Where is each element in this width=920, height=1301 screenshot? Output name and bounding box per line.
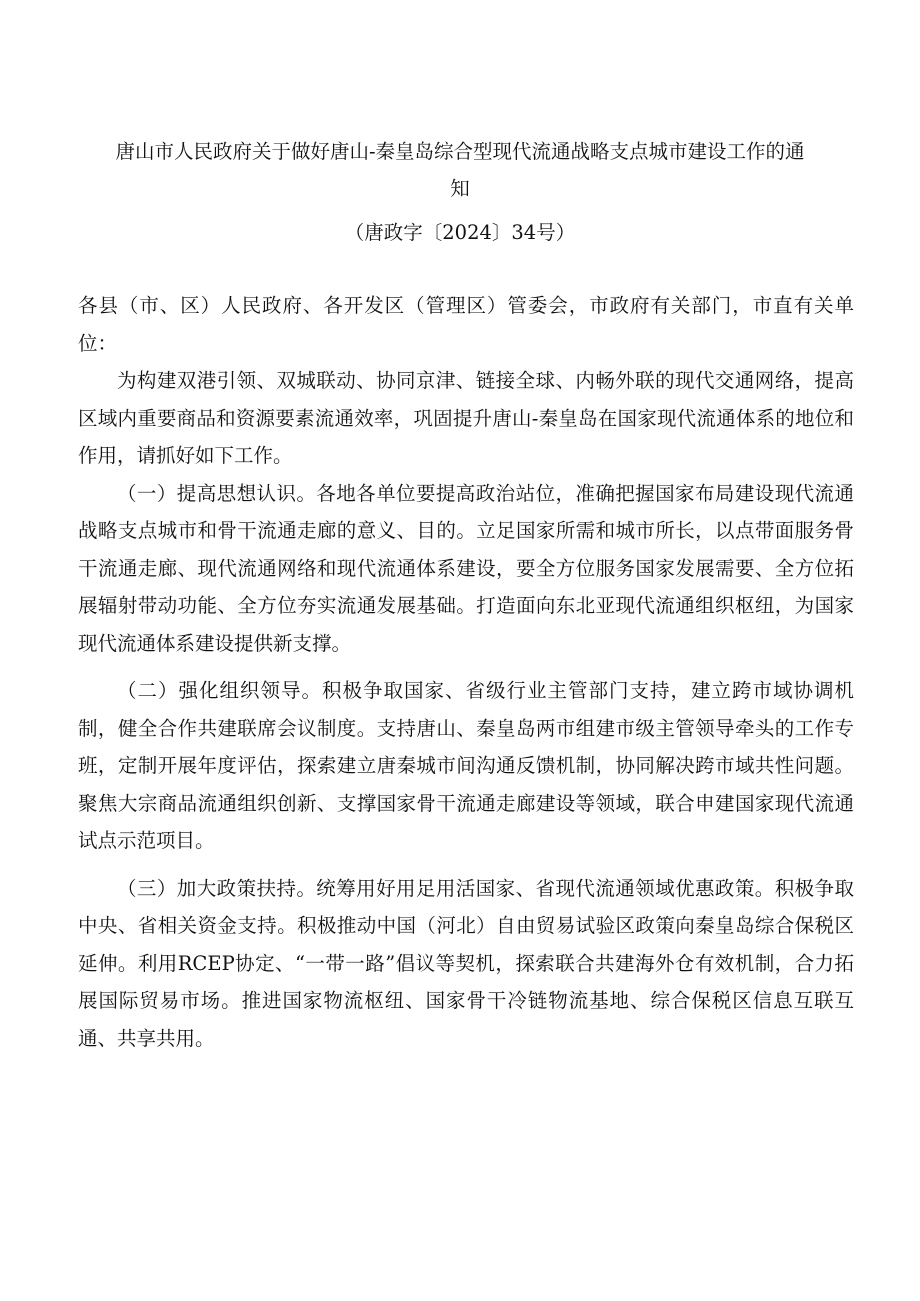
title-line-1: 唐山市人民政府关于做好唐山-秦皇岛综合型现代流通战略支点城市建设工作的通 <box>115 140 805 163</box>
paragraph-section-3: （三）加大政策扶持。统筹用好用足用活国家、省现代流通领域优惠政策。积极争取中央、省相关资金支持。积极推动中国（河北）自由贸易试验区政策向秦皇岛综合保税区延伸。利用RCEP协定、“一带一路”倡议等契机，探索联合共建海外仓有效机制，合力拓展国际贸易市场。推进国家物流枢纽、国家骨干冷链物流基地、综合保税区信息互联互通、共享共用。 <box>78 876 854 1050</box>
paragraph-section-1: （一）提高思想认识。各地各单位要提高政治站位，准确把握国家布局建设现代流通战略支点城市和骨干流通走廊的意义、目的。立足国家所需和城市所长，以点带面服务骨干流通走廊、现代流通网络和现代流通体系建设，要全方位服务国家发展需要、全方位拓展辐射带动功能、全方位夯实流通发展基础。打造面向东北亚现代流通组织枢纽，为国家现代流通体系建设提供新支撑。 <box>78 481 854 655</box>
paragraph-section-2: （二）强化组织领导。积极争取国家、省级行业主管部门支持，建立跨市域协调机制，健全合作共建联席会议制度。支持唐山、秦皇岛两市组建市级主管领导牵头的工作专班，定制开展年度评估，探索建立唐秦城市间沟通反馈机制，协同解决跨市域共性问题。聚焦大宗商品流通组织创新、支撑国家骨干流通走廊建设等领域，联合申建国家现代流通试点示范项目。 <box>78 679 854 852</box>
document-number: （唐政字〔2024〕34号） <box>344 221 576 244</box>
paragraph-intro: 为构建双港引领、双城联动、协同京津、链接全球、内畅外联的现代交通网络，提高区域内重要商品和资源要素流通效率，巩固提升唐山-秦皇岛在国家现代流通体系的地位和作用，请抓好如下工作。 <box>78 369 854 467</box>
document-body <box>78 287 854 1057</box>
salutation: 各县（市、区）人民政府、各开发区（管理区）管委会，市政府有关部门，市直有关单位： <box>78 294 854 355</box>
title-line-2: 知 <box>450 177 470 200</box>
document-title <box>70 133 850 207</box>
